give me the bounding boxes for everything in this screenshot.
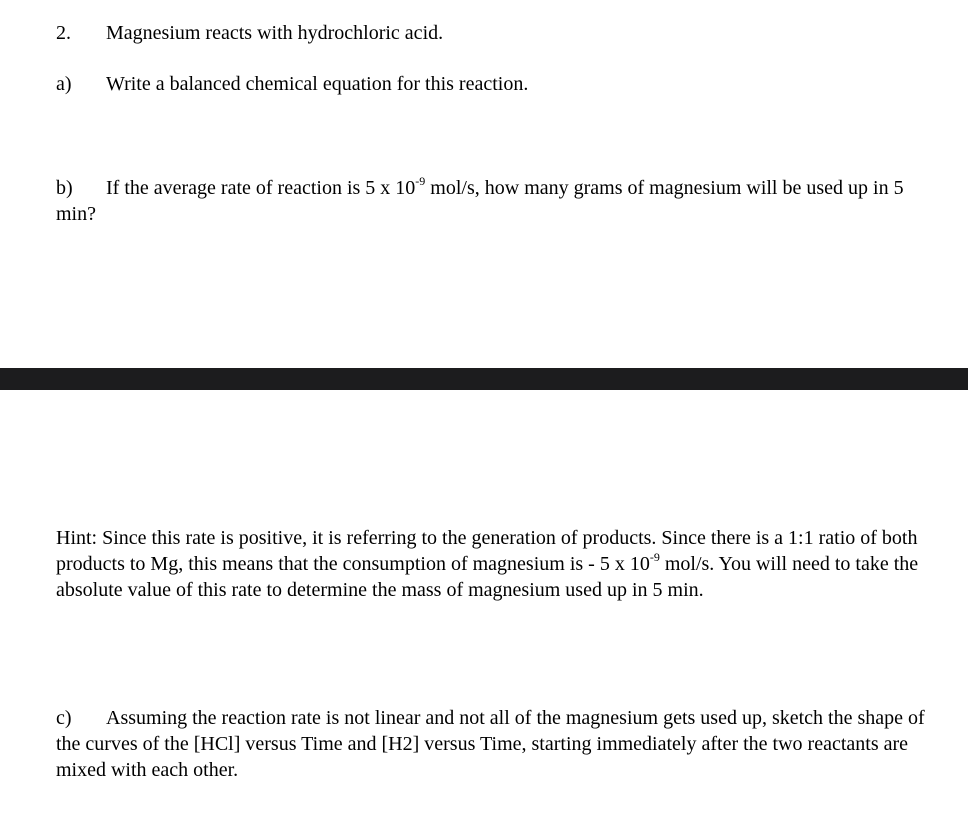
question-header [56, 20, 71, 46]
part-c-paragraph [56, 705, 926, 783]
question-number: 2. [56, 22, 71, 44]
hint-exponent: -9 [649, 550, 660, 564]
part-b-paragraph [56, 175, 926, 227]
hint-text-pre: Hint: Since this rate is positive, it is referring to the generation of products. Since there is a 1:1 ratio of both products to Mg, this means that the consumption of magnesium is - 5 x 10 [56, 527, 918, 575]
part-a-label: a) [56, 73, 72, 95]
hint-paragraph [56, 525, 941, 603]
part-b-text-post: mol/s, how many grams of magnesium will be used up in 5 min? [56, 177, 904, 225]
part-c-label: c) [56, 707, 72, 729]
question-text: Magnesium reacts with hydrochloric acid. [106, 22, 444, 44]
part-b-text-pre: If the average rate of reaction is 5 x 10 [106, 177, 416, 199]
section-divider-bar [0, 368, 968, 390]
hint-text-post: mol/s. You will need to take the absolute value of this rate to determine the mass of magnesium used up in 5 min. [56, 553, 919, 601]
part-b-label: b) [56, 177, 73, 199]
part-a-text: Write a balanced chemical equation for this reaction. [106, 73, 529, 95]
part-b-exponent: -9 [415, 174, 426, 188]
part-c-text: Assuming the reaction rate is not linear and not all of the magnesium gets used up, sketch the shape of the curves of the [HCl] versus Time and [H2] versus Time, starting immediately after the two reactants are mixed with each other. [56, 707, 925, 781]
